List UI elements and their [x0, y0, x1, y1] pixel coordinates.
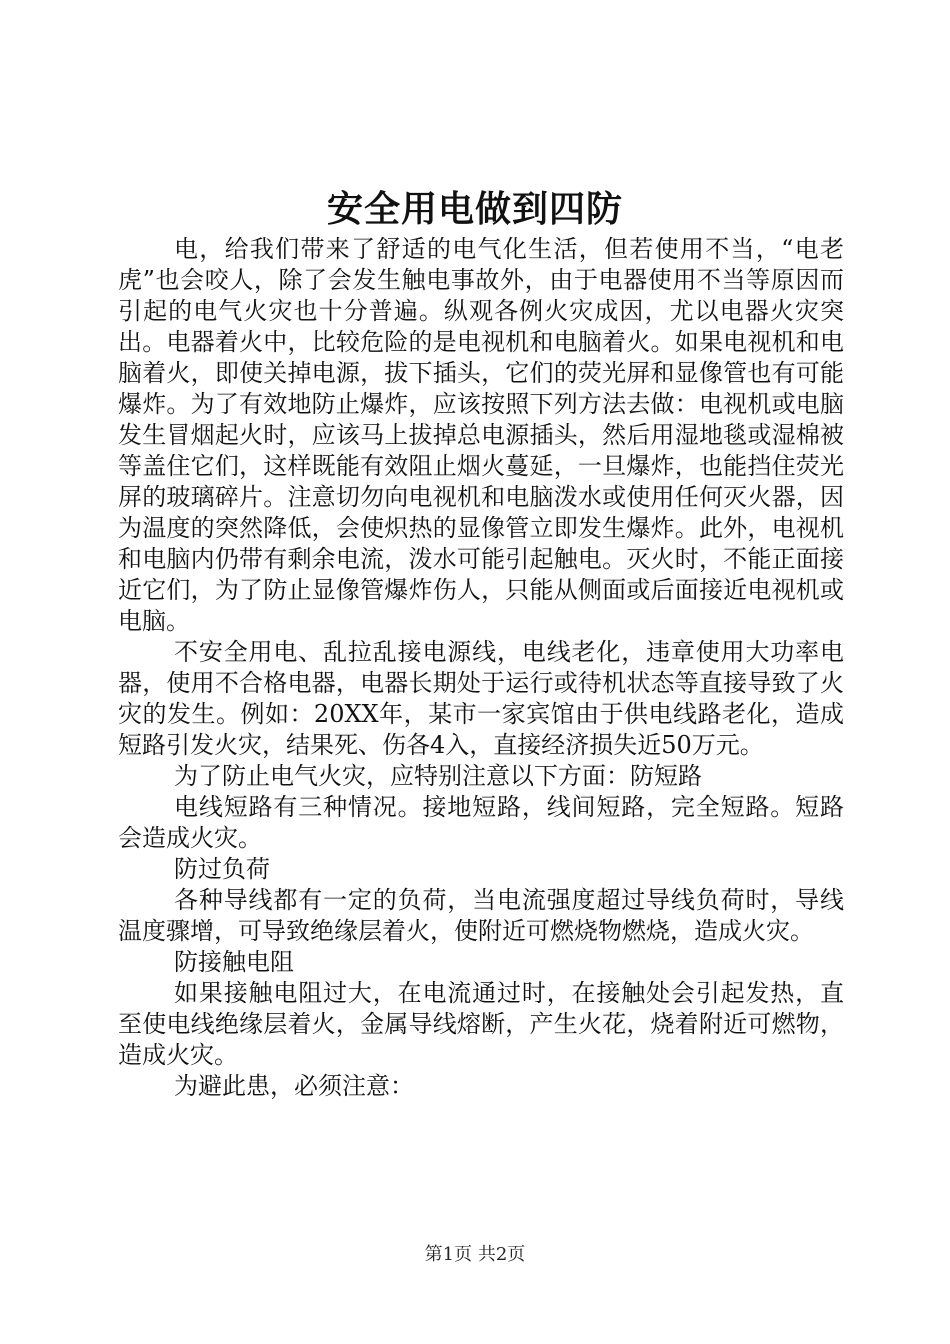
- document-body: [118, 234, 844, 1102]
- page-number-footer: 第1页 共2页: [424, 1244, 526, 1265]
- paragraph-prevent-short-circuit-heading: 为了防止电气火灾，应特别注意以下方面：防短路: [174, 762, 702, 790]
- paragraph-contact-resistance-heading: 防接触电阻: [174, 948, 294, 976]
- paragraph-contact-resistance-description: 如果接触电阻过大，在电流通过时，在接触处会引起发热，直至使电线绝缘层着火，金属导线熔断，产生火花，烧着附近可燃物，造成火灾。: [118, 979, 844, 1069]
- paragraph-precaution-lead: 为避此患，必须注意：: [174, 1072, 414, 1100]
- paragraph-prevent-overload-heading: 防过负荷: [174, 855, 270, 883]
- paragraph-overload-description: 各种导线都有一定的负荷，当电流强度超过导线负荷时，导线温度骤增，可导致绝缘层着火，使附近可燃烧物燃烧，造成火灾。: [118, 886, 844, 945]
- paragraph-unsafe-electricity-example: 不安全用电、乱拉乱接电源线，电线老化，违章使用大功率电器，使用不合格电器，电器长期处于运行或待机状态等直接导致了火灾的发生。例如：20XX年，某市一家宾馆由于供电线路老化，造成短路引发火灾，结果死、伤各4入，直接经济损失近50万元。: [118, 638, 844, 759]
- paragraph-fire-safety-intro: 电，给我们带来了舒适的电气化生活，但若使用不当，“电老虎”也会咬人，除了会发生触电事故外，由于电器使用不当等原因而引起的电气火灾也十分普遍。纵观各例火灾成因，尤以电器火灾突出。电器着火中，比较危险的是电视机和电脑着火。如果电视机和电脑着火，即使关掉电源，拔下插头，它们的荧光屏和显像管也有可能爆炸。为了有效地防止爆炸，应该按照下列方法去做：电视机或电脑发生冒烟起火时，应该马上拔掉总电源插头，然后用湿地毯或湿棉被等盖住它们，这样既能有效阻止烟火蔓延，一旦爆炸，也能挡住荧光屏的玻璃碎片。注意切勿向电视机和电脑泼水或使用任何灭火器，因为温度的突然降低，会使炽热的显像管立即发生爆炸。此外，电视机和电脑内仍带有剩余电流，泼水可能引起触电。灭火时，不能正面接近它们，为了防止显像管爆炸伤人，只能从侧面或后面接近电视机或电脑。: [118, 235, 844, 635]
- document-title: 安全用电做到四防: [326, 188, 623, 230]
- paragraph-short-circuit-types: 电线短路有三种情况。接地短路，线间短路，完全短路。短路会造成火灾。: [118, 793, 844, 852]
